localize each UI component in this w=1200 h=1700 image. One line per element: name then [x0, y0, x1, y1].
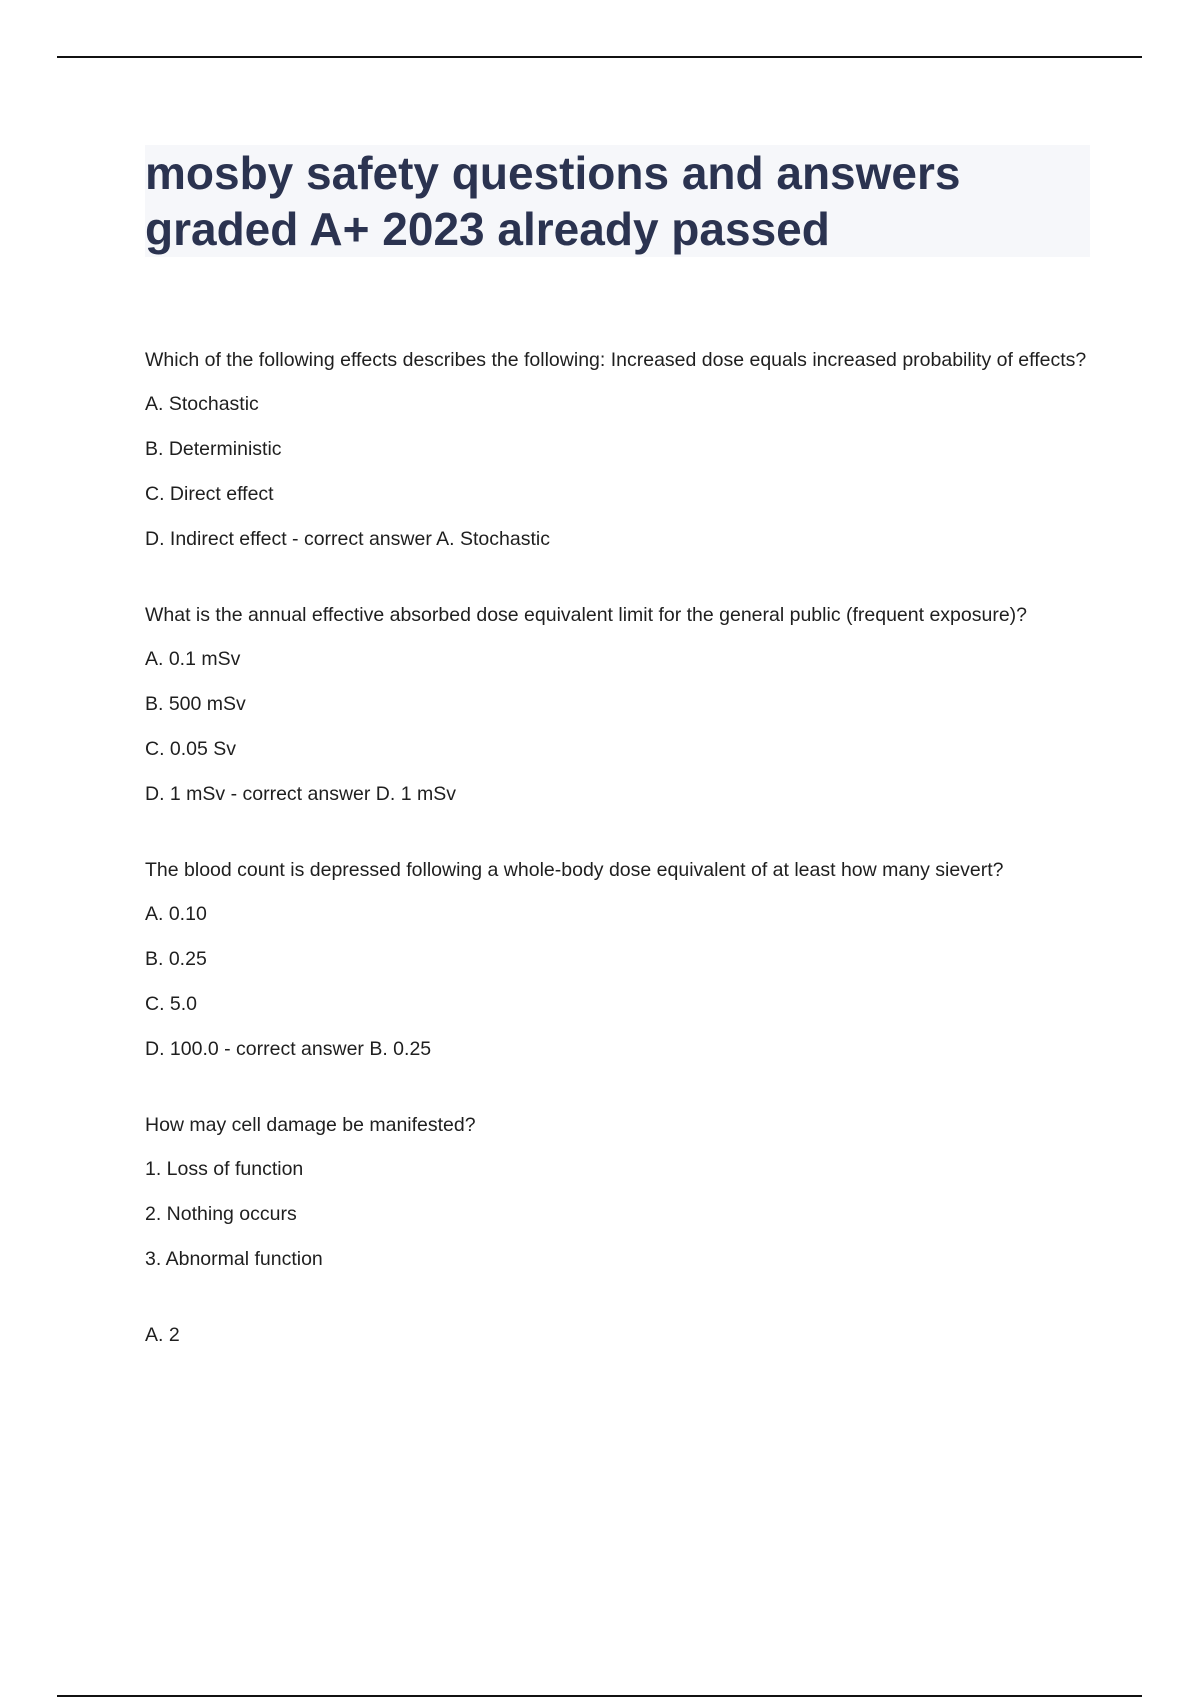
question-text: How may cell damage be manifested? — [145, 1114, 476, 1136]
document-title-line-2: graded A+ 2023 already passed — [145, 203, 830, 255]
document-title-line-1: mosby safety questions and answers — [145, 147, 961, 199]
question-text: The blood count is depressed following a whole-body dose equivalent of at least how many sievert? — [145, 859, 1004, 881]
question-block-1 — [145, 345, 1095, 554]
question-block-4 — [145, 1110, 1095, 1350]
numbered-statement: 1. Loss of function — [145, 1158, 304, 1180]
answer-option: A. 0.10 — [145, 903, 207, 925]
question-text: Which of the following effects describes the following: Increased dose equals increased probability of effects? — [145, 349, 1087, 371]
answer-option: A. Stochastic — [145, 393, 259, 415]
answer-option: A. 2 — [145, 1324, 180, 1346]
answer-option: C. 0.05 Sv — [145, 738, 237, 760]
answer-option: B. Deterministic — [145, 438, 282, 460]
document-body — [145, 345, 1095, 1365]
answer-option-with-correct-answer: D. 1 mSv - correct answer D. 1 mSv — [145, 783, 456, 805]
answer-option: A. 0.1 mSv — [145, 648, 241, 670]
answer-option-with-correct-answer: D. Indirect effect - correct answer A. Stochastic — [145, 528, 550, 550]
answer-option: B. 0.25 — [145, 948, 207, 970]
answer-option-with-correct-answer: D. 100.0 - correct answer B. 0.25 — [145, 1038, 432, 1060]
question-text: What is the annual effective absorbed dose equivalent limit for the general public (frequent exposure)? — [145, 604, 1028, 626]
answer-option: C. 5.0 — [145, 993, 198, 1015]
title-block — [145, 145, 1090, 257]
answer-option: B. 500 mSv — [145, 693, 246, 715]
numbered-statement: 2. Nothing occurs — [145, 1203, 297, 1225]
answer-option: C. Direct effect — [145, 483, 274, 505]
document-title — [145, 145, 1090, 257]
header-rule — [57, 56, 1142, 58]
question-block-2 — [145, 600, 1095, 809]
question-block-3 — [145, 855, 1095, 1064]
footer-rule — [57, 1695, 1142, 1697]
numbered-statement: 3. Abnormal function — [145, 1248, 323, 1270]
